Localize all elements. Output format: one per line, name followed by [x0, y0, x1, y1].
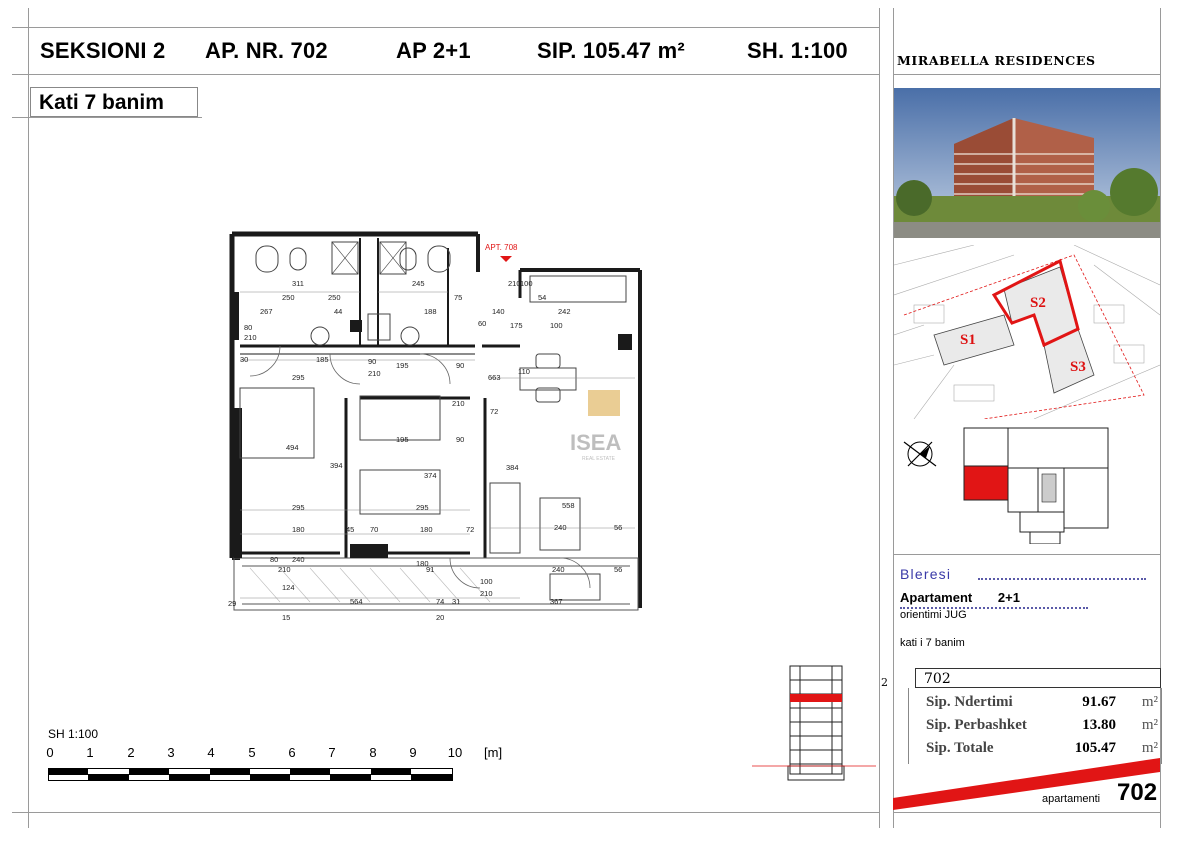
- svg-text:494: 494: [286, 443, 299, 452]
- panel-info-top-line: [893, 554, 1160, 555]
- buyer-label: Bleresi: [900, 566, 952, 582]
- area-label: Sip. Totale: [926, 740, 994, 756]
- svg-text:20: 20: [436, 613, 445, 622]
- apartment-type-value: 2+1: [997, 590, 1020, 605]
- svg-text:124: 124: [282, 583, 295, 592]
- svg-text:185: 185: [316, 355, 329, 364]
- floor-text: kati i 7 banim: [900, 637, 965, 649]
- svg-text:240: 240: [554, 523, 567, 532]
- svg-text:72: 72: [490, 407, 499, 416]
- svg-text:90: 90: [456, 435, 465, 444]
- svg-text:367: 367: [550, 597, 563, 606]
- scale-tick-5: 5: [248, 745, 256, 760]
- svg-text:100: 100: [520, 279, 533, 288]
- scale-tick-0: 0: [46, 745, 54, 760]
- scale-tick-8: 8: [369, 745, 377, 760]
- orientation-text: orientimi JUG: [900, 609, 967, 621]
- building-render-image: [894, 88, 1160, 238]
- svg-text:180: 180: [420, 525, 433, 534]
- frame-bottom-line: [12, 812, 880, 813]
- svg-text:44: 44: [334, 307, 343, 316]
- svg-text:75: 75: [454, 293, 463, 302]
- svg-text:70: 70: [370, 525, 379, 534]
- svg-text:663: 663: [488, 373, 501, 382]
- svg-text:242: 242: [558, 307, 571, 316]
- site-label-s2: S2: [1030, 295, 1046, 311]
- floor-plan: [220, 228, 645, 628]
- scale-bar-title: SH 1:100: [48, 727, 99, 741]
- svg-text:29: 29: [228, 599, 237, 608]
- header-area: SIP. 105.47 m²: [537, 38, 685, 63]
- area-unit: m²: [1141, 717, 1158, 733]
- scale-tick-6: 6: [288, 745, 296, 760]
- scale-tick-1: 1: [86, 745, 94, 760]
- scale-unit: [m]: [484, 745, 503, 760]
- svg-text:558: 558: [562, 501, 575, 510]
- site-label-s3: S3: [1070, 359, 1086, 375]
- site-label-s1: S1: [960, 332, 976, 348]
- svg-text:210: 210: [368, 369, 381, 378]
- footer-apartment-number: 702: [1117, 779, 1158, 806]
- plan-dimensions: [228, 279, 622, 622]
- scale-tick-7: 7: [328, 745, 336, 760]
- svg-text:210: 210: [278, 565, 291, 574]
- svg-text:30: 30: [240, 355, 249, 364]
- apartment-number-box: 702: [915, 668, 1161, 688]
- svg-text:564: 564: [350, 597, 363, 606]
- svg-text:195: 195: [396, 361, 409, 370]
- svg-text:100: 100: [550, 321, 563, 330]
- svg-text:31: 31: [452, 597, 461, 606]
- area-value: 91.67: [1082, 694, 1116, 710]
- header-apartment-type: AP 2+1: [396, 38, 471, 63]
- scale-tick-2: 2: [127, 745, 135, 760]
- svg-text:110: 110: [518, 367, 530, 376]
- svg-text:60: 60: [478, 319, 487, 328]
- svg-text:210: 210: [452, 399, 465, 408]
- scale-tick-4: 4: [207, 745, 215, 760]
- svg-text:74: 74: [436, 597, 445, 606]
- compass-icon: [904, 442, 936, 466]
- svg-text:140: 140: [492, 307, 505, 316]
- svg-text:72: 72: [466, 525, 475, 534]
- header-section: SEKSIONI 2: [40, 38, 166, 63]
- frame-left-edge-line: [28, 8, 29, 828]
- svg-text:240: 240: [292, 555, 305, 564]
- svg-text:180: 180: [292, 525, 305, 534]
- svg-text:374: 374: [424, 471, 437, 480]
- apartment-type-label: [900, 590, 1020, 605]
- svg-text:384: 384: [506, 463, 519, 472]
- svg-text:188: 188: [424, 307, 437, 316]
- area-unit: m²: [1141, 740, 1158, 756]
- area-row-construction: [926, 694, 1158, 716]
- svg-text:56: 56: [614, 565, 623, 574]
- footer-label: apartamenti: [1042, 793, 1101, 805]
- brand-name: MIRABELLA RESIDENCES: [897, 53, 1096, 68]
- svg-text:295: 295: [292, 373, 305, 382]
- watermark-text: ISEA: [570, 430, 622, 455]
- scale-bar: [48, 768, 456, 782]
- svg-text:180: 180: [416, 559, 429, 568]
- building-section-diagram: [752, 660, 880, 786]
- frame-top-line: [12, 27, 880, 28]
- svg-text:175: 175: [510, 321, 523, 330]
- svg-text:250: 250: [328, 293, 341, 302]
- header-apartment-number: AP. NR. 702: [205, 38, 328, 63]
- area-unit: m²: [1141, 694, 1158, 710]
- svg-text:210: 210: [480, 589, 493, 598]
- svg-text:80: 80: [270, 555, 279, 564]
- svg-text:240: 240: [552, 565, 565, 574]
- side-mark: 2: [881, 676, 888, 689]
- svg-text:45: 45: [346, 525, 355, 534]
- site-plan-map: [894, 245, 1160, 419]
- area-value: 13.80: [1082, 717, 1116, 733]
- header-scale: SH. 1:100: [747, 38, 848, 63]
- key-plan: [894, 424, 1160, 544]
- svg-text:54: 54: [538, 293, 547, 302]
- panel-brand-underline: [893, 74, 1160, 75]
- scale-tick-9: 9: [409, 745, 417, 760]
- area-label: Sip. Perbashket: [926, 717, 1027, 733]
- area-value: 105.47: [1074, 740, 1116, 756]
- svg-text:90: 90: [368, 357, 377, 366]
- svg-text:245: 245: [412, 279, 425, 288]
- scale-tick-3: 3: [167, 745, 175, 760]
- svg-text:56: 56: [614, 523, 623, 532]
- svg-text:250: 250: [282, 293, 295, 302]
- svg-text:295: 295: [416, 503, 429, 512]
- apartment-label: Apartament: [900, 590, 973, 605]
- floor-label: Kati 7 banim: [30, 87, 198, 117]
- svg-text:91: 91: [426, 565, 435, 574]
- svg-text:210: 210: [244, 333, 257, 342]
- area-label: Sip. Ndertimi: [926, 694, 1013, 710]
- neighbor-apartment-label: APT. 708: [485, 243, 518, 252]
- svg-text:195: 195: [396, 435, 409, 444]
- area-row-shared: [926, 717, 1158, 739]
- svg-text:295: 295: [292, 503, 305, 512]
- svg-text:210: 210: [508, 279, 521, 288]
- svg-text:394: 394: [330, 461, 343, 470]
- svg-text:100: 100: [480, 577, 493, 586]
- watermark-subtext: REAL ESTATE: [582, 456, 615, 462]
- svg-text:90: 90: [456, 361, 465, 370]
- buyer-dotted-line: [978, 578, 1146, 580]
- svg-text:15: 15: [282, 613, 291, 622]
- svg-text:80: 80: [244, 323, 253, 332]
- scale-tick-10: 10: [447, 745, 463, 760]
- panel-footer-line: [893, 812, 1160, 813]
- svg-text:267: 267: [260, 307, 273, 316]
- frame-header-bottom-line: [12, 74, 880, 75]
- svg-text:311: 311: [292, 279, 304, 288]
